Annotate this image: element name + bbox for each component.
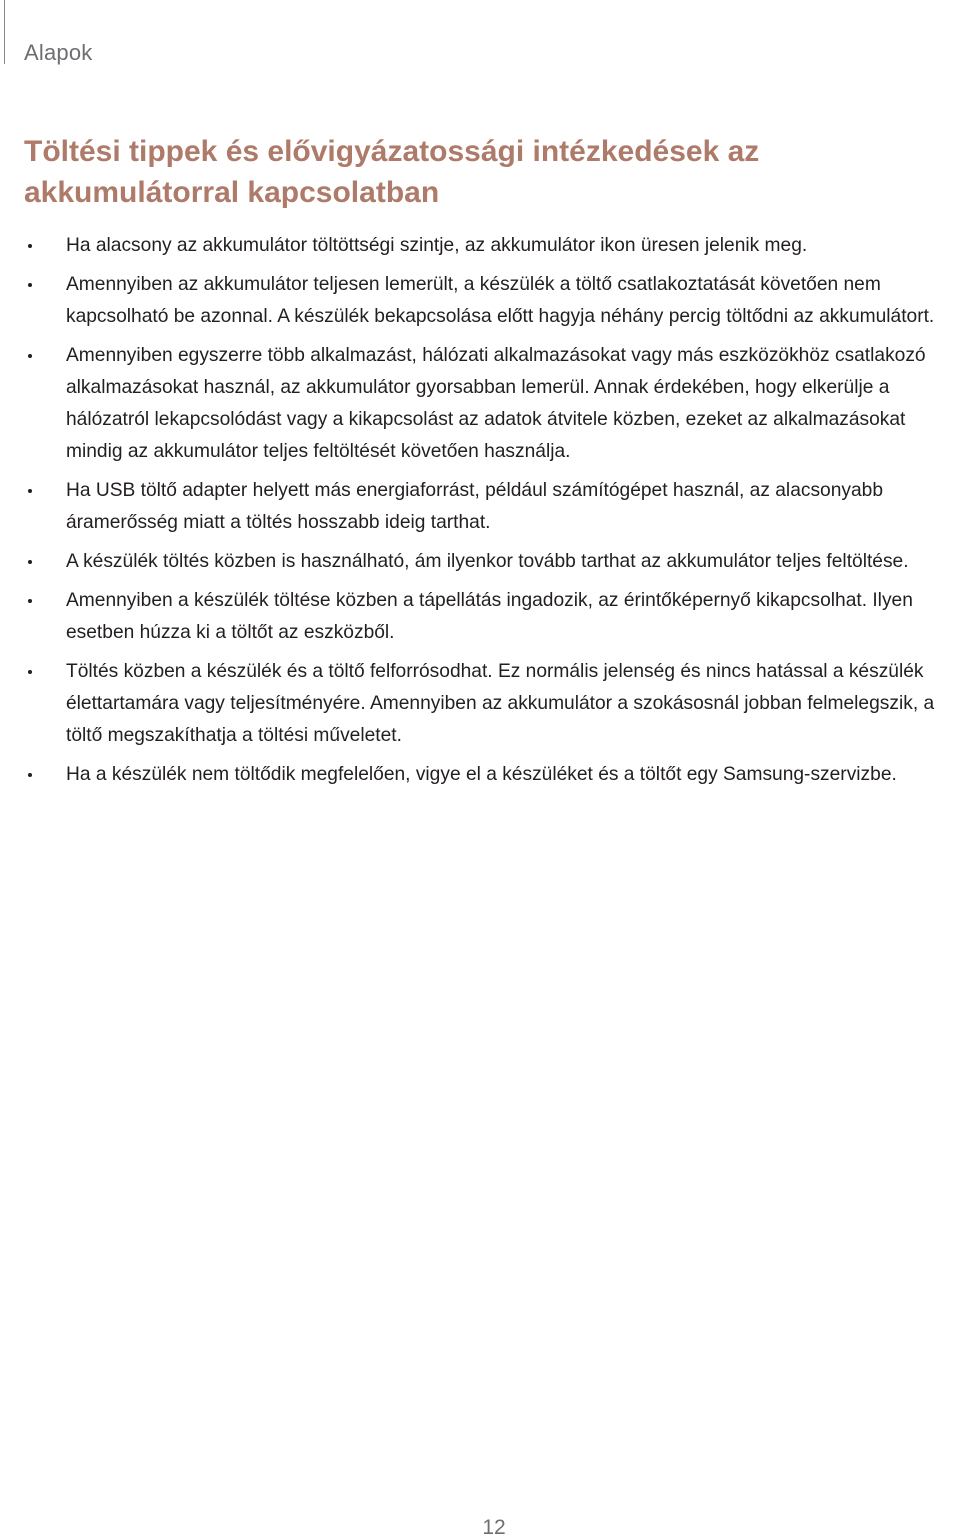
tip-text: Ha alacsony az akkumulátor töltöttségi szintje, az akkumulátor ikon üresen jelenik meg. [66, 235, 808, 256]
tip-text: A készülék töltés közben is használható, ám ilyenkor tovább tarthat az akkumulátor teljes feltöltése. [66, 551, 909, 572]
tip-text: Ha USB töltő adapter helyett más energiaforrást, például számítógépet használ, az alacsonyabb áramerősség miatt a töltés hosszabb ideig tarthat. [66, 480, 884, 533]
page-title: Töltési tippek és elővigyázatossági intézkedések az akkumulátorral kapcsolatban [24, 135, 760, 209]
bullet-icon [28, 560, 32, 564]
margin-rule [4, 0, 5, 64]
bullet-icon [28, 670, 32, 674]
tip-item [24, 269, 958, 333]
tip-item [24, 230, 958, 262]
tip-text: Amennyiben egyszerre több alkalmazást, hálózati alkalmazásokat vagy más eszközökhöz csatlakozó alkalmazásokat használ, az akkumulátor gyorsabban lemerül. Annak érdekében, hogy elkerülje a hálózatról lekapcsolódást vagy a kikapcsolást az adatok átvitele közben, ezeket az alkalmazásokat mindig az akkumulátor teljes feltöltését követően használja. [66, 345, 926, 462]
tip-text: Ha a készülék nem töltődik megfelelően, vigye el a készüléket és a töltőt egy Samsung-szervizbe. [66, 764, 897, 785]
tip-text: Töltés közben a készülék és a töltő felforrósodhat. Ez normális jelenség és nincs hatással a készülék élettartamára vagy teljesítményére. Amennyiben az akkumulátor a szokásosnál jobban felmelegszik, a töltő megszakíthatja a töltési műveletet. [66, 661, 935, 746]
bullet-icon [28, 354, 32, 358]
tip-text: Amennyiben az akkumulátor teljesen lemerült, a készülék a töltő csatlakoztatását követően nem kapcsolható be azonnal. A készülék bekapcsolása előtt hagyja néhány percig töltődni az akkumulátort. [66, 274, 935, 327]
page-number: 12 [482, 1516, 506, 1539]
tip-item [24, 656, 958, 752]
tip-item [24, 585, 958, 649]
bullet-icon [28, 244, 32, 248]
tip-item [24, 340, 958, 468]
bullet-icon [28, 283, 32, 287]
bullet-icon [28, 773, 32, 777]
tip-text: Amennyiben a készülék töltése közben a tápellátás ingadozik, az érintőképernyő kikapcsolhat. Ilyen esetben húzza ki a töltőt az eszközből. [66, 590, 913, 643]
tip-item [24, 546, 958, 578]
bullet-icon [28, 489, 32, 493]
tips-list [24, 230, 958, 798]
section-label: Alapok [24, 40, 93, 65]
tip-item [24, 475, 958, 539]
tip-item [24, 759, 958, 791]
bullet-icon [28, 599, 32, 603]
